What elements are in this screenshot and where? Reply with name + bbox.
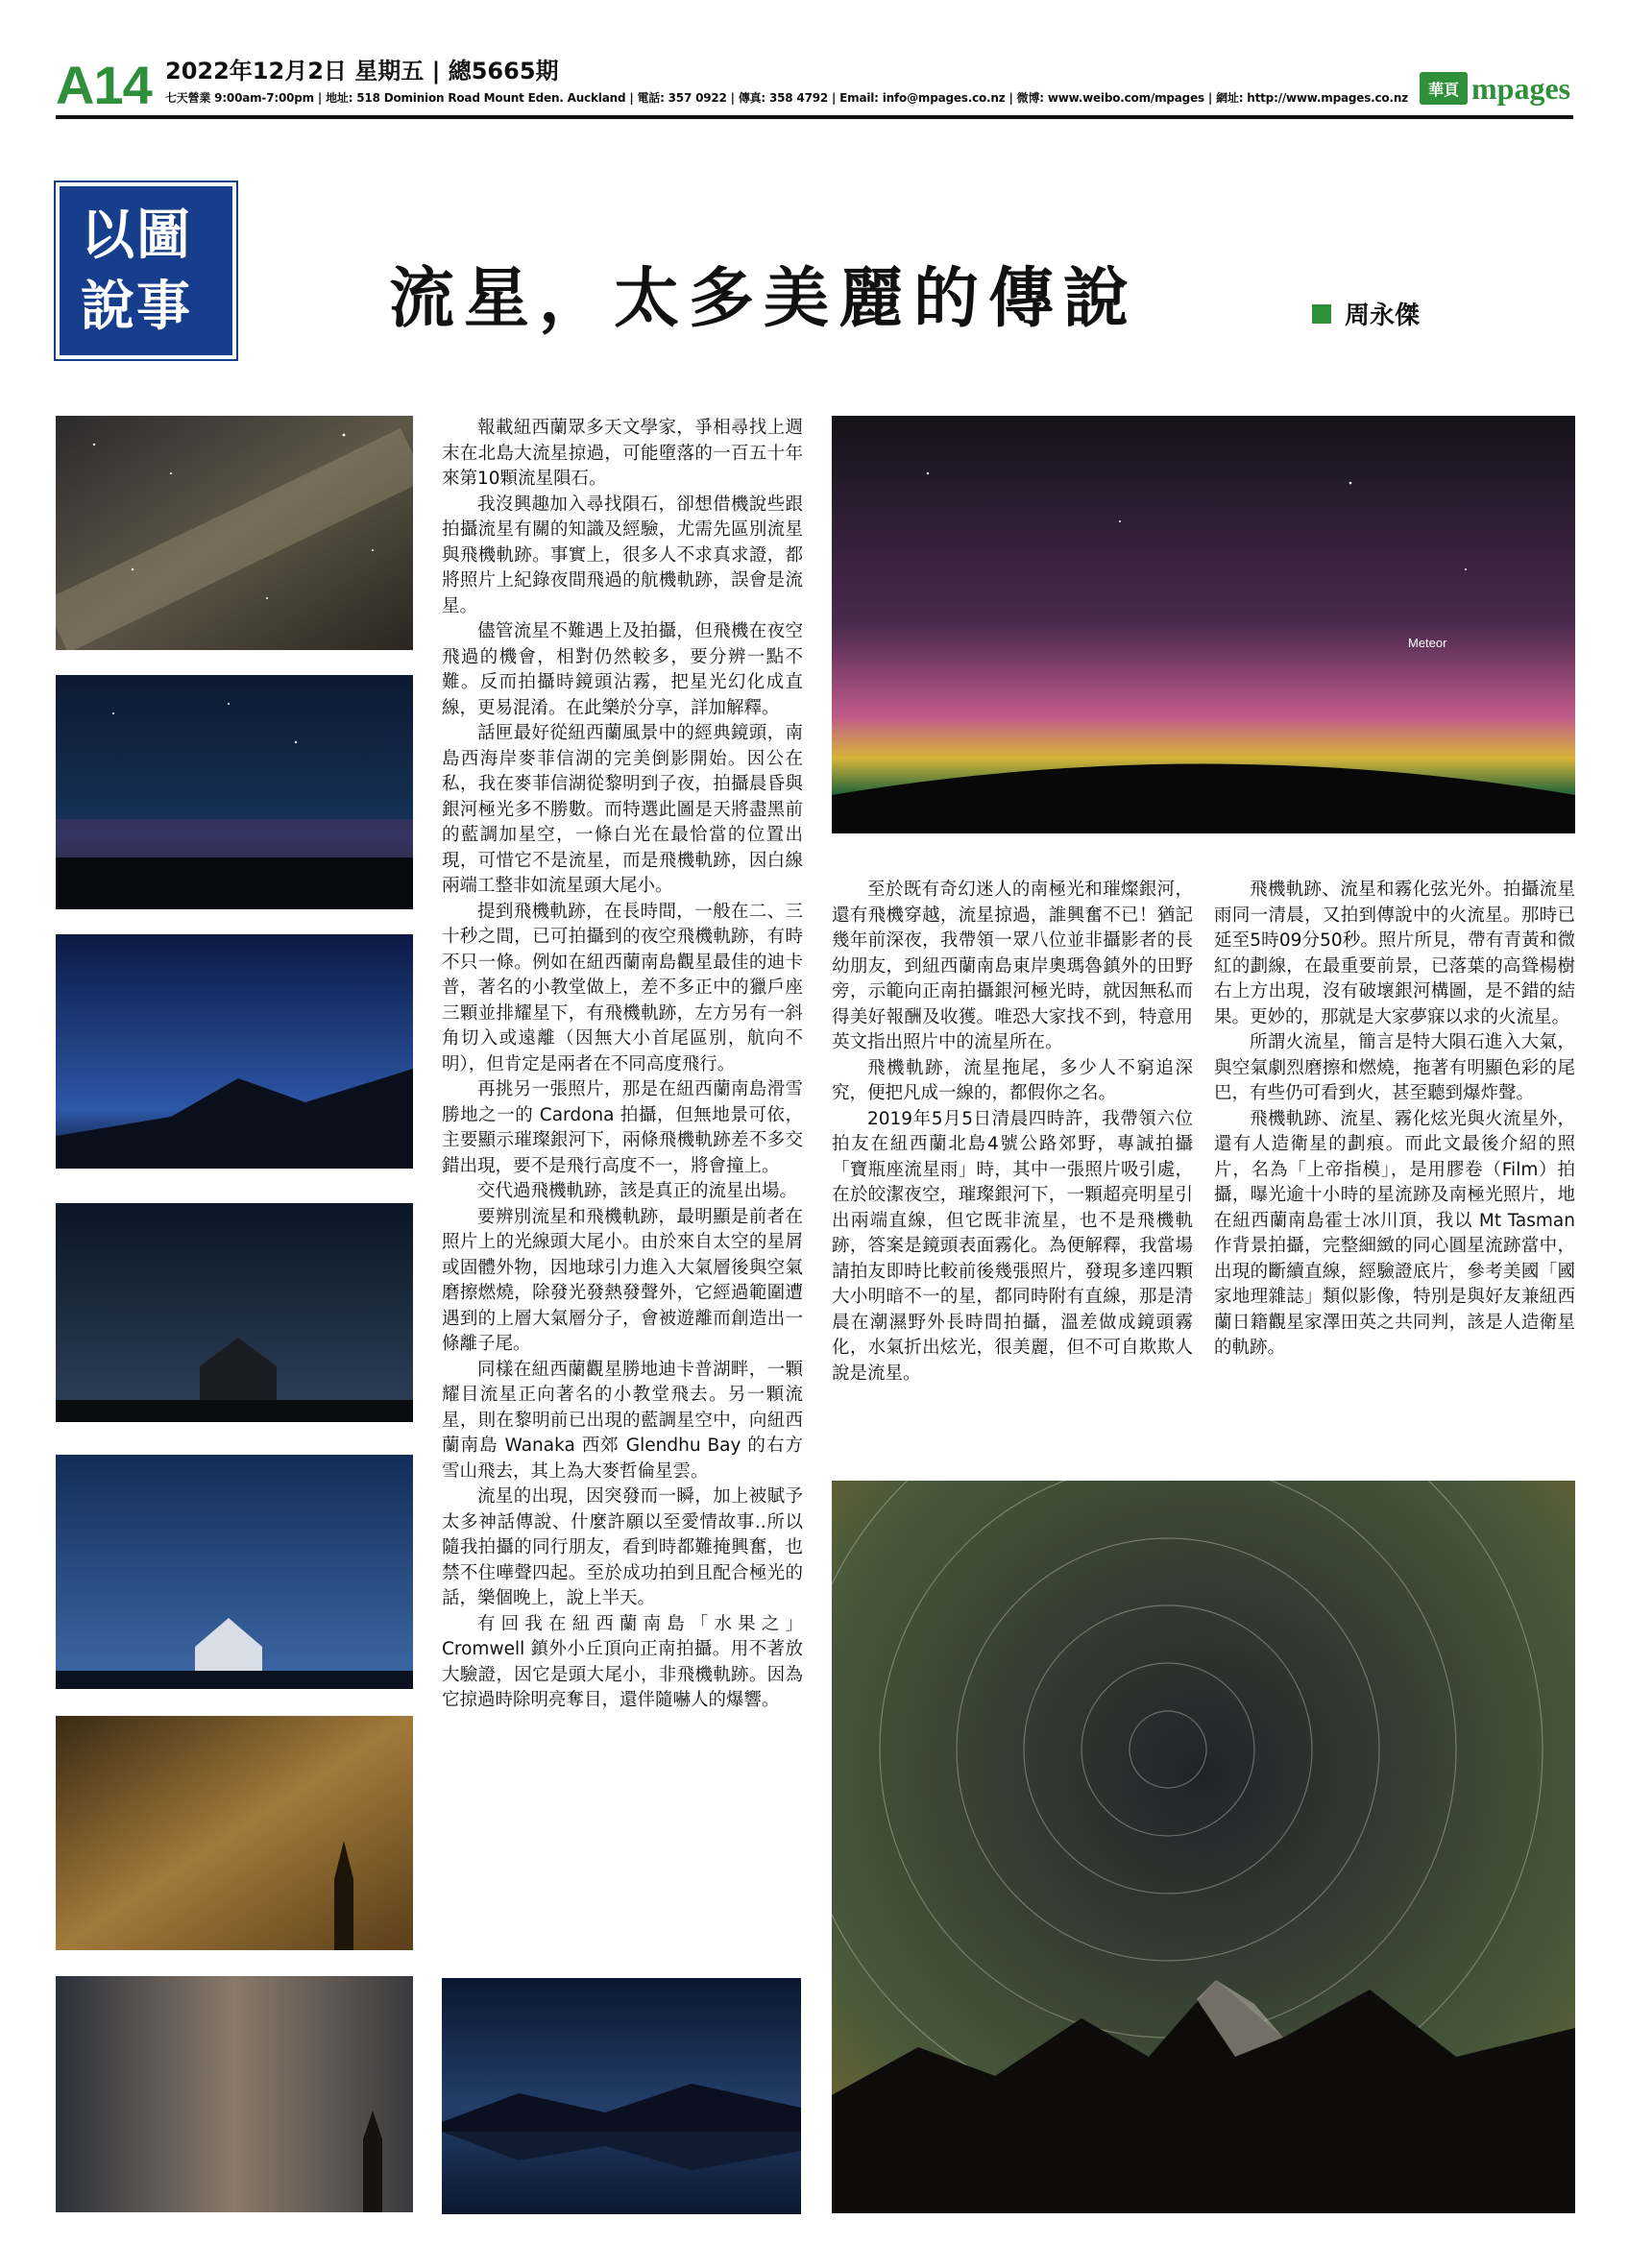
photo-milky-way-tree — [56, 1976, 413, 2212]
paragraph: 飛機軌跡、流星和霧化弦光外。拍攝流星雨同一清晨，又拍到傳說中的火流星。那時已延至5時09分50秒。照片所見，帶有青黃和微紅的劃線，在最重要前景，已落葉的高聳楊樹右上方出現，沒有破壞銀河構圖，是不錯的結果。更妙的，那就是大家夢寐以求的火流星。 — [1214, 880, 1575, 1027]
byline-square-icon — [1312, 304, 1331, 324]
page-number: A14 — [56, 55, 152, 115]
mpages-logo — [1420, 69, 1570, 108]
badge-line-1: 以圖 — [81, 205, 192, 267]
paragraph: 飛機軌跡，流星拖尾，多少人不窮追深究，便把凡成一線的，都假你之名。 — [832, 1057, 1193, 1103]
paragraph: 我沒興趣加入尋找隕石，卻想借機說些跟拍攝流星有關的知識及經驗，尤需先區別流星與飛機軌跡。事實上，很多人不求真求證，都將照片上紀錄夜間飛過的航機軌跡，誤會是流星。 — [442, 494, 803, 616]
paragraph: 至於既有奇幻迷人的南極光和璀燦銀河，還有飛機穿越，流星掠過，誰興奮不已！猶記幾年前深夜，我帶領一眾八位並非攝影者的長幼朋友，到紐西蘭南島東岸奧瑪魯鎮外的田野旁，示範向正南拍攝銀河極光時，就因無私而得美好報酬及收獲。唯恐大家找不到，特意用英文指出照片中的流星所在。 — [832, 880, 1193, 1052]
meteor-label: Meteor — [1408, 636, 1447, 650]
contact-info-line: 七天營業 9:00am-7:00pm | 地址: 518 Dominion Road Mount Eden. Auckland | 電話: 357 0922 | 傳真: 358 4792 | Email: info@mpages.co.nz | 微博: www.weibo.com/mpages | 網址: http://www.mpages.co.nz — [165, 91, 1408, 105]
article-column-3 — [1214, 878, 1575, 1362]
paragraph: 交代過飛機軌跡，該是真正的流星出場。 — [477, 1181, 798, 1201]
photo-star-trails-mt-tasman — [832, 1481, 1575, 2213]
photo-milky-way-sky — [56, 416, 413, 650]
paragraph: 提到飛機軌跡，在長時間，一般在二、三十秒之間，已可拍攝到的夜空飛機軌跡，有時不只一條。例如在紐西蘭南島觀星最佳的迪卡普，著名的小教堂做上，差不多正中的獵戶座三顆並排耀星下，有飛機軌跡，左方另有一斜角切入或遠離（因無大小首尾區別，航向不明），但肯定是兩者在不同高度飛行。 — [442, 901, 803, 1074]
photo-aurora-lake — [56, 675, 413, 909]
paragraph: 所謂火流星，簡言是特大隕石進入大氣，與空氣劇烈磨擦和燃燒，拖著有明顯色彩的尾巴，有些仍可看到火，甚至聽到爆炸聲。 — [1214, 1032, 1575, 1103]
article-column-1 — [442, 416, 803, 1714]
author-name: 周永傑 — [1345, 302, 1421, 330]
article-headline: 流星，太多美麗的傳說 — [389, 261, 1139, 337]
photo-church-blue-sky — [56, 1455, 413, 1689]
photo-blue-hour-mountains — [56, 934, 413, 1169]
photo-golden-milky-way-tree — [56, 1716, 413, 1950]
photo-church-stars — [56, 1203, 413, 1422]
issue-date-line: 2022年12月2日 星期五 | 總5665期 — [165, 58, 559, 84]
column-badge — [56, 182, 236, 359]
paragraph: 話匣最好從紐西蘭風景中的經典鏡頭，南島西海岸麥菲信湖的完美倒影開始。因公在私，我在麥菲信湖從黎明到子夜，拍攝晨昏與銀河極光多不勝數。而特選此圖是天將盡黑前的藍調加星空，一條白光在最恰當的位置出現，可惜它不是流星，而是飛機軌跡，因白線兩端工整非如流星頭大尾小。 — [442, 723, 803, 896]
paragraph: 有回我在紐西蘭南島「水果之」Cromwell 鎮外小丘頂向正南拍攝。用不著放大驗證，因它是頭大尾小，非飛機軌跡。因為它掠過時除明亮奪目，還伴隨嚇人的爆響。 — [442, 1613, 803, 1710]
paragraph: 同樣在紐西蘭觀星勝地迪卡普湖畔，一顆耀目流星正向著名的小教堂飛去。另一顆流星，則在黎明前已出現的藍調星空中，向紐西蘭南島 Wanaka 西郊 Glendhu Bay 的右方雪山飛去，其上為大麥哲倫星雲。 — [442, 1359, 803, 1482]
paragraph: 飛機軌跡、流星、霧化炫光與火流星外，還有人造衛星的劃痕。而此文最後介紹的照片，名為「上帝指模」，是用膠卷（Film）拍攝，曝光逾十小時的星流跡及南極光照片，地在紐西蘭南島霍士冰川頂，我以 Mt Tasman 作背景拍攝，完整細緻的同心圓星流跡當中，出現的斷續直線，經驗證底片，參考美國「國家地理雜誌」類似影像，特別是與好友兼紐西蘭日籍觀星家澤田英之共同判，該是人造衛星的軌跡。 — [1214, 1108, 1575, 1358]
header-rule — [56, 115, 1573, 119]
paragraph: 儘管流星不難遇上及拍攝，但飛機在夜空飛過的機會，相對仍然較多，要分辨一點不難。反而拍攝時鏡頭沾霧，把星光幻化成直線，更易混淆。在此樂於分享，詳加解釋。 — [442, 621, 803, 718]
paragraph: 流星的出現，因突發而一瞬，加上被賦予太多神話傳說、什麼許願以至愛情故事..所以隨我拍攝的同行朋友，看到時都難掩興奮，也禁不住嘩聲四起。至於成功拍到且配合極光的話，樂個晚上，說上半天。 — [442, 1486, 803, 1608]
byline — [1312, 296, 1420, 331]
photo-lake-reflection — [442, 1978, 801, 2214]
photo-aurora-meteor — [832, 416, 1575, 833]
article-column-2 — [832, 878, 1193, 1387]
paragraph: 報載紐西蘭眾多天文學家，爭相尋找上週末在北島大流星掠過，可能墮落的一百五十年來第10顆流星隕石。 — [442, 418, 803, 489]
paragraph: 要辨別流星和飛機軌跡，最明顯是前者在照片上的光線頭大尾小。由於來自太空的星屑或固體外物，因地球引力進入大氣層後與空氣磨擦燃燒，除發光發熱發聲外，它經過範圍遭遇到的上層大氣層分子，會被遊離而創造出一條離子尾。 — [442, 1206, 803, 1354]
logo-word: mpages — [1471, 70, 1571, 106]
badge-line-2: 說事 — [81, 276, 192, 338]
logo-mark: 華頁 — [1420, 72, 1468, 105]
paragraph: 2019年5月5日清晨四時許，我帶領六位拍友在紐西蘭北島4號公路郊野，專誠拍攝「寶瓶座流星雨」時，其中一張照片吸引處，在於皎潔夜空，璀璨銀河下，一顆超亮明星引出兩端直線，但它既非流星，也不是飛機軌跡，答案是鏡頭表面霧化。為便解釋，我當場請拍友即時比較前後幾張照片，發現多達四顆大小明暗不一的星，都同時附有直線，那是清晨在潮濕野外長時間拍攝，溫差做成鏡頭霧化，水氣折出炫光，很美麗，但不可自欺欺人說是流星。 — [832, 1108, 1193, 1384]
paragraph: 再挑另一張照片，那是在紐西蘭南島滑雪勝地之一的 Cardona 拍攝，但無地景可依，主要顯示璀璨銀河下，兩條飛機軌跡差不多交錯出現，要不是飛行高度不一，將會撞上。 — [442, 1079, 803, 1176]
